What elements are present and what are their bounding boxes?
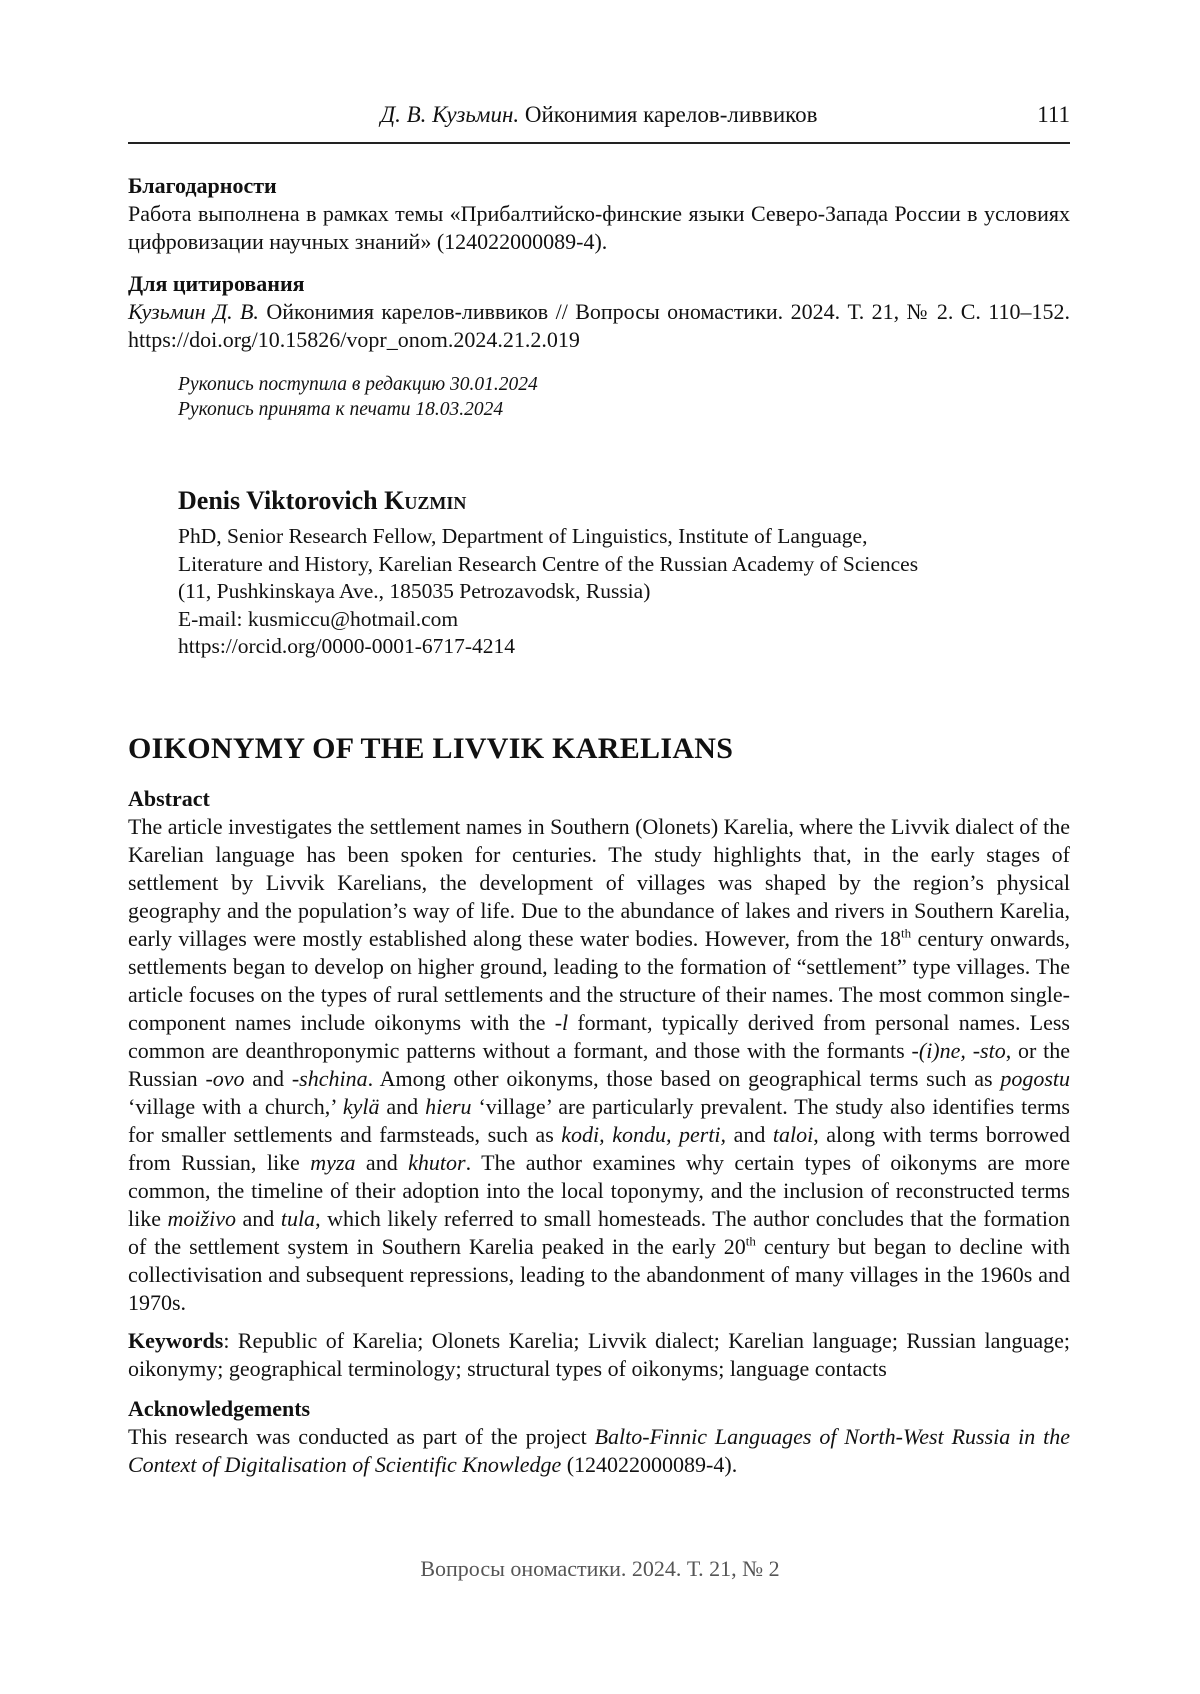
manuscript-dates (178, 372, 1070, 422)
keywords-text: : Republic of Karelia; Olonets Karelia; Livvik dialect; Karelian language; Russian language; oikonymy; geographical terminology; structural types of oikonyms; language contacts (128, 1327, 1070, 1381)
acknowledgements-ru (128, 172, 1070, 256)
page-footer: Вопросы ономастики. 2024. Т. 21, № 2 (420, 1556, 780, 1581)
page-number: 111 (1037, 102, 1070, 127)
abstract-span: ‘village’ are particularly prevalent. The study also identifies terms for smaller settlements and farmsteads, such as (128, 1093, 1070, 1147)
ack-project-title: Balto-Finnic Languages of North-West Russia in the Context of Digitalisation of Scientific Knowledge (128, 1423, 1070, 1477)
author-affiliation (178, 523, 1070, 661)
author-block (178, 484, 1070, 661)
abstract-italic: myza (310, 1149, 356, 1175)
abstract-superscript: th (745, 1233, 756, 1249)
abstract-italic: hieru (425, 1093, 472, 1119)
abstract-span: and (726, 1121, 773, 1147)
author-name (178, 484, 1070, 518)
keywords-label: Keywords (128, 1327, 224, 1353)
ack-span: This research was conducted as part of the project (128, 1423, 595, 1449)
abstract-span: and (379, 1093, 426, 1119)
affiliation-line: Literature and History, Karelian Research Centre of the Russian Academy of Sciences (178, 551, 919, 576)
citation-author: Кузьмин Д. В. (128, 299, 259, 324)
abstract-italic: khutor (408, 1149, 466, 1175)
running-head-title: Ойконимия карелов-ливвиков (524, 102, 818, 127)
abstract-span: formant, typically derived from personal names. Less common are deanthroponymic patterns without a formant, and those with the formants (128, 1009, 1070, 1063)
abstract-span: century but began to decline with collectivisation and subsequent repressions, leading to the abandonment of many villages in the 1960s and 1970s. (128, 1233, 1070, 1315)
citation (128, 270, 1070, 354)
abstract-span: ‘village with a church,’ (128, 1093, 343, 1119)
date-accepted: Рукопись принята к печати 18.03.2024 (178, 399, 504, 420)
citation-reference: Ойконимия карелов-ливвиков // Вопросы ономастики. 2024. Т. 21, № 2. С. 110–152. https://doi.org/10.15826/vopr_onom.2024.21.2.019 (128, 299, 1070, 352)
abstract-italic: -l (554, 1009, 569, 1035)
author-given-names: Denis Viktorovich (178, 486, 378, 515)
affiliation-line: (11, Pushkinskaya Ave., 185035 Petrozavodsk, Russia) (178, 579, 651, 603)
abstract-span: The article investigates the settlement names in Southern (Olonets) Karelia, where the Livvik dialect of the Karelian language has been spoken for centuries. The study highlights that, in the early stages of settlement by Livvik Karelians, the development of villages was shaped by the region’s physical geography and the population’s way of life. Due to the abundance of lakes and rivers in Southern Karelia, early villages were mostly established along these water bodies. However, from the 18 (128, 813, 1071, 951)
citation-text (128, 298, 1070, 354)
abstract-italic: tula (280, 1205, 316, 1231)
acknowledgements-ru-text: Работа выполнена в рамках темы «Прибалтийско-финские языки Северо-Запада России в условиях цифровизации научных знаний» (124022000089-4). (128, 201, 1070, 254)
abstract-text (128, 813, 1070, 1317)
abstract-italic: -(i)ne, -sto (911, 1037, 1006, 1063)
author-email: E-mail: kusmiccu@hotmail.com (178, 606, 459, 631)
abstract-span: and (355, 1149, 409, 1175)
abstract-span: , or the Russian (128, 1037, 1070, 1091)
running-head-text (128, 102, 1070, 128)
date-received: Рукопись поступила в редакцию 30.01.2024 (178, 374, 538, 395)
abstract-italic: kylä (342, 1093, 380, 1119)
article-title: OIKONYMY OF THE LIVVIK KARELIANS (128, 731, 734, 765)
citation-heading: Для цитирования (128, 271, 305, 296)
abstract-span: and (244, 1065, 292, 1091)
acknowledgements-en-heading: Acknowledgements (128, 1395, 311, 1421)
acknowledgements-en-text (128, 1423, 1070, 1479)
abstract-span: . The author examines why certain types of oikonyms are more common, the timeline of their adoption into the local toponymy, and the inclusion of reconstructed terms like (128, 1149, 1070, 1231)
abstract-span: . Among other oikonyms, those based on geographical terms such as (367, 1065, 1001, 1091)
running-head-author: Д. В. Кузьмин. (380, 102, 520, 127)
abstract-italic: -shchina (291, 1065, 368, 1091)
abstract-span: , along with terms borrowed from Russian, like (128, 1121, 1070, 1175)
author-surname: Kuzmin (384, 486, 467, 515)
abstract-superscript: th (900, 925, 912, 941)
abstract-italic: kodi, kondu, perti, (561, 1121, 727, 1147)
running-head (128, 100, 1070, 144)
abstract-italic: -ovo (205, 1065, 245, 1091)
abstract-span: century onwards, settlements began to develop on higher ground, leading to the formation of “settlement” type villages. The article focuses on the types of rural settlements and the structure of their names. The most common single-component names include oikonyms with the (128, 925, 1071, 1035)
abstract-italic: moiživo (167, 1205, 236, 1231)
abstract-italic: pogostu (1000, 1065, 1070, 1091)
author-orcid: https://orcid.org/0000-0001-6717-4214 (178, 634, 516, 658)
acknowledgements-ru-heading: Благодарности (128, 173, 277, 198)
acknowledgements-en (128, 1395, 1070, 1479)
abstract-heading: Abstract (128, 785, 210, 811)
abstract-span: and (235, 1205, 281, 1231)
abstract-italic: taloi (772, 1121, 814, 1147)
ack-span: (124022000089-4). (561, 1451, 738, 1477)
affiliation-line: PhD, Senior Research Fellow, Department of Linguistics, Institute of Language, (178, 524, 868, 548)
keywords (128, 1327, 1070, 1383)
page-body (128, 100, 1070, 1479)
abstract-span: , which likely referred to small homesteads. The author concludes that the formation of the settlement system in Southern Karelia peaked in the early 20 (128, 1205, 1070, 1259)
